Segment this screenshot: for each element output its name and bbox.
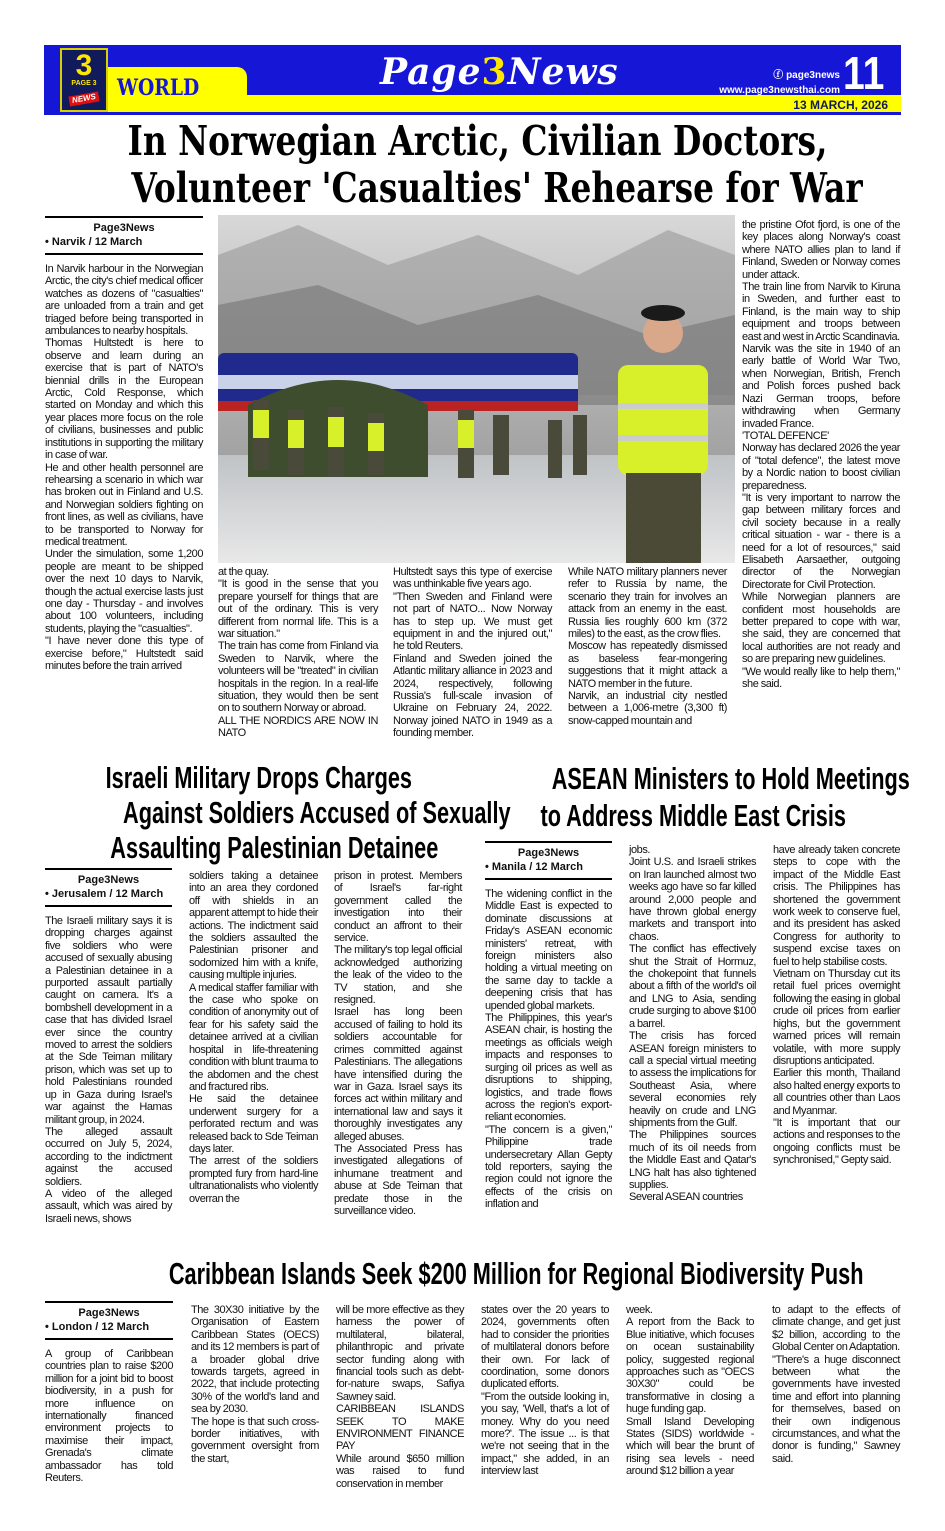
paragraph: "It is very important to narrow the gap between military forces and civil society because in a really critical situation - war - there is a need for a lot of resources," said Elisabeth Aarsaether, outgoing director of the Norwegian Directorate for Civil Protection. xyxy=(742,491,900,591)
paragraph: The 30X30 initiative by the Organisation of Eastern Caribbean States (OECS) and its 12 members is part of a broader global drive towards targets, agreed in 2022, that include protecting 30% of the world's land and sea by 2030. xyxy=(191,1304,319,1416)
headline-line: Volunteer 'Casualties' Rehearse for War xyxy=(131,164,863,212)
paragraph: Vietnam on Thursday cut its retail fuel prices overnight following the easing in global crude oil prices from earlier highs, but the government warned prices will remain volatile, with more supply disruptions anticipated. xyxy=(773,968,900,1067)
headline-israel xyxy=(40,760,511,865)
paragraph: ALL THE NORDICS ARE NOW IN NATO xyxy=(218,714,378,740)
article-photo xyxy=(218,215,735,563)
article-norway-col-3 xyxy=(393,566,552,740)
article-israel-col-2 xyxy=(189,870,318,1205)
article-asean-col-3 xyxy=(773,844,900,1167)
article-asean-col-1 xyxy=(485,841,612,1211)
paragraph: The Associated Press has investigated allegations of inhumane treatment and abuse at Sde Teiman that predate those in the surveillance video. xyxy=(334,1142,462,1217)
paragraph: Hultstedt says this type of exercise was unthinkable five years ago. xyxy=(393,566,552,591)
paragraph: While around $650 million was raised to fund conservation in member xyxy=(336,1452,464,1490)
byline-source: Page3News xyxy=(78,1307,140,1319)
headline-line: In Norwegian Arctic, Civilian Doctors, xyxy=(127,117,828,165)
logo-news: NEWS xyxy=(68,91,99,106)
paragraph: Several ASEAN countries xyxy=(629,1191,743,1204)
byline-dateline: • London / 12 March xyxy=(45,1321,150,1333)
article-caribbean-col-5 xyxy=(626,1304,754,1478)
paragraph: Narvik, an industrial city nestled between a 1,006-metre (3,300 ft) snow-capped mountain and xyxy=(568,690,727,727)
paragraph: The train line from Narvik to Kiruna in Sweden, and further east to Finland, is the main way to ship equipment and troops between east and west in Arctic Scandinavia. xyxy=(742,281,900,343)
paragraph: "It is good in the sense that you prepare yourself for things that are out of the ordinary. This is very different from normal life. This is a war situation." xyxy=(218,578,378,641)
byline-source: Page3News xyxy=(93,222,155,234)
headline-line: Against Soldiers Accused of Sexually xyxy=(123,795,511,830)
paragraph: jobs. xyxy=(629,844,650,856)
paragraph: "Then Sweden and Finland were not part of NATO... Now Norway has to step up. We must get equipment in and the injured out," he told Reuters. xyxy=(393,590,552,653)
paragraph: The widening conflict in the Middle East is expected to dominate discussions at Friday's ASEAN economic ministers' retreat, with foreign ministers also holding a virtual meeting on the same day to tackle a deepening crisis that has upended global markets. xyxy=(485,888,612,1012)
paragraph: Earlier this month, Thailand also halted energy exports to all countries other than Laos and Myanmar. xyxy=(773,1067,901,1117)
masthead-news: News xyxy=(507,51,619,93)
paragraph: The Israeli military says it is dropping charges against five soldiers who were accused of sexually abusing a Palestinian detainee in a purported assault partially caught on camera. It's a bombshell development in a case that has divided Israel ever since the country moved to arrest the soldiers at the Sde Teiman military prison, which was set up to hold Palestinians rounded up in Gaza during Israel's war against the Hamas militant group, in 2024. xyxy=(45,915,172,1126)
paragraph: The Philippines sources much of its oil needs from the Middle East and Qatar's LNG halt has also tightened supplies. xyxy=(629,1129,756,1191)
article-caribbean-col-1 xyxy=(45,1301,173,1484)
paragraph: Narvik was the site in 1940 of an early battle of World War Two, when Norwegian, British, French and Polish forces pushed back Nazi German troops, before withdrawing when Germany invaded France. xyxy=(742,343,900,430)
page3-logo[interactable] xyxy=(60,48,108,112)
masthead-title xyxy=(380,50,619,94)
paragraph: "There's a huge disconnect between what the governments have invested time and effort into planning for themselves, based on their own indigenous circumstances, and what the donor is funding," Sawney said. xyxy=(772,1353,900,1465)
headline-norway xyxy=(40,118,905,212)
facebook-handle: page3news xyxy=(786,70,840,81)
byline-dateline: • Narvik / 12 March xyxy=(45,236,143,248)
article-caribbean-col-3 xyxy=(336,1304,464,1490)
headline-line: ASEAN Ministers to Hold Meetings xyxy=(551,761,910,796)
paragraph: 'TOTAL DEFENCE' xyxy=(742,429,829,442)
article-body xyxy=(45,1348,173,1484)
headline-line: Caribbean Islands Seek $200 Million for Regional Biodiversity Push xyxy=(168,1256,864,1291)
article-body xyxy=(45,915,172,1225)
page-number: 11 xyxy=(843,47,885,99)
headline-line: to Address Middle East Crisis xyxy=(540,798,846,833)
headline-caribbean xyxy=(20,1255,925,1293)
paragraph: A group of Caribbean countries plan to raise $200 million for a joint bid to boost biodiversity, in a push for more influence on internationally financed environment projects to maximise their impact, Grenada's climate ambassador has told Reuters. xyxy=(45,1348,173,1485)
byline-source: Page3News xyxy=(517,847,580,859)
article-caribbean-col-2 xyxy=(191,1304,319,1465)
headline-line: Assaulting Palestinian Detainee xyxy=(110,830,439,865)
article-norway-col-2 xyxy=(218,566,378,740)
article-caribbean-col-4 xyxy=(481,1304,609,1478)
byline xyxy=(45,868,172,907)
article-norway-col-1 xyxy=(45,216,203,672)
byline-dateline: • Manila / 12 March xyxy=(485,861,583,873)
paragraph: The alleged assault occurred on July 5, 2024, according to the indictment against the accused soldiers. xyxy=(45,1125,172,1188)
paragraph: will be more effective as they harness the power of multilateral, bilateral, philanthropic and private sector funding along with financial tools such as debt-for-nature swaps, Safiya Sawney said. xyxy=(336,1304,464,1403)
paragraph: The hope is that such cross-border initiatives, with government oversight from the start, xyxy=(191,1415,319,1465)
paragraph: "We would really like to help them," she said. xyxy=(742,665,900,691)
logo-number: 3 xyxy=(75,49,93,82)
headline-asean xyxy=(475,760,910,834)
byline xyxy=(45,216,203,255)
article-norway-col-5 xyxy=(742,219,900,690)
byline xyxy=(45,1301,173,1340)
paragraph: The military's top legal official acknowledged authorizing the leak of the video to the TV station, and she resigned. xyxy=(334,944,462,1007)
paragraph: Norway has declared 2026 the year of "total defence", the latest move by a Nordic nation to boost civilian preparedness. xyxy=(742,442,900,492)
paragraph: He said the detainee underwent surgery for a perforated rectum and was released back to Sde Teiman days later. xyxy=(189,1093,318,1155)
paragraph: to adapt to the effects of climate change, and get just $2 billion, according to the Global Center on Adaptation. xyxy=(772,1304,900,1354)
paragraph: The arrest of the soldiers prompted fury from hard-line ultranationalists who violently overran the xyxy=(189,1155,318,1205)
facebook-link[interactable] xyxy=(716,70,840,82)
paragraph: He and other health personnel are rehearsing a scenario in which war has broken out in Finland and U.S. and Norwegian soldiers fighting on front lines, as well as civilians, have to be transported to Norway for medical treatment. xyxy=(45,461,203,548)
paragraph: Under the simulation, some 1,200 people are meant to be shipped over the next 10 days to Narvik, though the actual exercise lasts just one day - Thursday - and involves about 100 volunteers, including students, playing the "casualties". xyxy=(45,548,203,635)
paragraph: While Norwegian planners are confident most households are better prepared to cope with war, she said, they are concerned that local authorities are not ready and so are preparing new guidelines. xyxy=(742,591,900,666)
paragraph: prison in protest. Members of Israel's far-right government called the investigation into their conduct an affront to their service. xyxy=(334,870,462,945)
paragraph: The Philippines, this year's ASEAN chair, is hosting the meetings as officials weigh impacts and responses to surging oil prices as well as disruptions to shipping, logistics, and trade flows across the region's export-reliant economies. xyxy=(485,1012,612,1124)
paragraph: CARIBBEAN ISLANDS SEEK TO MAKE ENVIRONMENT FINANCE PAY xyxy=(336,1403,464,1453)
soldiers-exercise-photo xyxy=(218,215,735,563)
article-norway-col-4 xyxy=(568,566,727,727)
byline-dateline: • Jerusalem / 12 March xyxy=(45,888,164,900)
paragraph: A video of the alleged assault, which was aired by Israeli news, shows xyxy=(45,1187,172,1225)
logo-page3: PAGE 3 xyxy=(71,80,97,87)
headline-line: Israeli Military Drops Charges xyxy=(105,760,412,795)
paragraph: soldiers taking a detainee into an area they cordoned off with shields in an apparent attempt to hide their actions. The indictment said the soldiers assaulted the Palestinian prisoner and sodomized him with a knife, causing multiple injuries. xyxy=(189,870,319,982)
paragraph: A report from the Back to Blue initiative, which focuses on ocean sustainability policy, suggested regional approaches such as "OECS 30X30" could be transformative in closing a huge funding gap. xyxy=(626,1316,754,1416)
paragraph: "It is important that our actions and responses to the ongoing conflicts must be synchronised," Gepty said. xyxy=(773,1116,900,1167)
paragraph: In Narvik harbour in the Norwegian Arctic, the city's chief medical officer watches as dozens of "casualties" are unloaded from a train and get triaged before being transported in ambulances to nearby hospitals. xyxy=(45,263,203,338)
byline xyxy=(485,841,612,880)
paragraph: "From the outside looking in, you say, 'Well, that's a lot of money. Why do you need more?'. The issue ... is that we're not seeing that in the impact," she added, in an interview last xyxy=(481,1390,609,1478)
facebook-icon: ⓕ xyxy=(773,70,787,81)
paragraph: While NATO military planners never refer to Russia by name, the scenario they train for involves an attack from an enemy in the east. Russia lies roughly 600 km (372 miles) to the east, as the crow flies. xyxy=(568,566,727,641)
byline-source: Page3News xyxy=(77,874,140,886)
article-israel-col-3 xyxy=(334,870,462,1217)
website-link[interactable]: www.page3newsthai.com xyxy=(719,85,840,96)
paragraph: Finland and Sweden joined the Atlantic military alliance in 2023 and 2024, respectively, following Russia's full-scale invasion of Ukraine on February 24, 2022. Norway joined NATO in 1949 as a founding member. xyxy=(393,652,552,740)
article-israel-col-1 xyxy=(45,868,172,1225)
paragraph: the pristine Ofot fjord, is one of the key places along Norway's coast where NATO allies plan to land if Finland, Sweden or Norway comes under attack. xyxy=(742,219,900,281)
paragraph: Joint U.S. and Israeli strikes on Iran launched almost two weeks ago have so far killed around 2,000 people and have thrown global energy markets and transport into chaos. xyxy=(629,856,756,943)
section-label: WORLD xyxy=(117,75,200,101)
paragraph: Thomas Hultstedt is here to observe and learn during an exercise that is part of NATO's biennial drills in the European Arctic, Cold Response, which started on Monday and which this year places more focus on the role of civilians, businesses and public institutions in supporting the military in case of war. xyxy=(45,337,203,462)
paragraph: Moscow has repeatedly dismissed as baseless fear-mongering suggestions that it might attack a NATO member in the future. xyxy=(568,640,727,690)
paragraph: week. xyxy=(626,1304,653,1316)
paragraph: have already taken concrete steps to cope with the impact of the Middle East crisis. The Philippines has shortened the government work week to conserve fuel, and its president has asked Congress for authority to suspend excise taxes on fuel to help stabilise costs. xyxy=(773,844,900,968)
paragraph: The conflict has effectively shut the Strait of Hormuz, the chokepoint that funnels about a fifth of the world's oil and LNG to Asia, sending crude surging to above $100 a barrel. xyxy=(629,943,756,1030)
article-asean-col-2 xyxy=(629,844,756,1204)
paragraph: "The concern is a given," Philippine trade undersecretary Allan Gepty told reporters, saying the region could not ignore the effects of the crisis on inflation and xyxy=(485,1123,612,1211)
issue-date: 13 MARCH, 2026 xyxy=(793,98,888,112)
article-caribbean-col-6 xyxy=(772,1304,900,1465)
article-body xyxy=(485,888,612,1211)
paragraph: states over the 20 years to 2024, governments often had to consider the priorities of multilateral donors before their own. For lack of coordination, some donors duplicated efforts. xyxy=(481,1304,609,1391)
paragraph: at the quay. xyxy=(218,566,269,578)
masthead-3: 3 xyxy=(481,51,508,93)
paragraph: The crisis has forced ASEAN foreign ministers to call a special virtual meeting to assess the implications for Southeast Asia, where several economies rely heavily on crude and LNG shipments from the Gulf. xyxy=(629,1030,756,1129)
paragraph: "I have never done this type of exercise before," Hultstedt said minutes before the train arrived xyxy=(45,635,203,672)
paragraph: The train has come from Finland via Sweden to Narvik, where the volunteers will be "treated" in civilian hospitals in the region. In a real-life situation, they would then be sent on to southern Norway or abroad. xyxy=(218,640,378,715)
masthead-page: Page xyxy=(380,51,482,93)
article-body xyxy=(45,263,203,672)
paragraph: Small Island Developing States (SIDS) worldwide - which will bear the brunt of rising sea levels - need around $12 billion a year xyxy=(626,1415,754,1478)
paragraph: Israel has long been accused of failing to hold its soldiers accountable for crimes committed against Palestinians. The allegations have intensified during the war in Gaza. Israel says its forces act within military and international law and says it thoroughly investigates any alleged abuses. xyxy=(334,1006,462,1143)
paragraph: A medical staffer familiar with the case who spoke on condition of anonymity out of fear for his safety said the detainee arrived at a civilian hospital in life-threatening condition with blunt trauma to the abdomen and the chest and fractured ribs. xyxy=(189,981,318,1093)
